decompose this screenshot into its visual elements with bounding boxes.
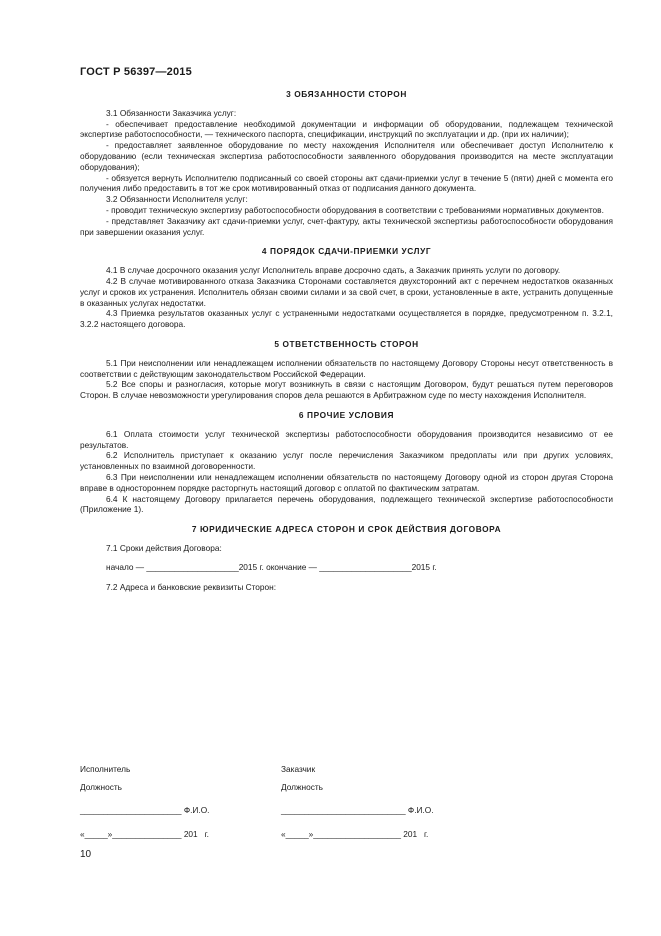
term-line: начало — ____________________2015 г. окончание — ____________________2015 г. (106, 561, 437, 572)
paragraph: 3.2 Обязанности Исполнителя услуг: (106, 194, 248, 205)
page-number: 10 (80, 849, 92, 860)
paragraph: 5.1 При неисполнении или ненадлежащем исполнении обязательств по настоящему Договору Стороны несут ответственность в соответствии с действующим законодательством Российской Федерации. (80, 357, 613, 379)
paragraph: - обязуется вернуть Исполнителю подписанный со своей стороны акт сдачи-приемки услуг в течение 5 (пяти) дней с момента его получения либо предоставить в тот же срок мотивированный отказ от подписания данного документа. (80, 172, 613, 194)
executor-date-line: «_____»_______________ 201 г. (80, 829, 209, 839)
paragraph: 7.2 Адреса и банковские реквизиты Сторон: (106, 582, 277, 593)
section-5-title: 5 ОТВЕТСТВЕННОСТЬ СТОРОН (274, 338, 419, 349)
paragraph: 5.2 Все споры и разногласия, которые могут возникнуть в связи с настоящим Договором, будут решаться путем переговоров Сторон. В случае невозможности урегулирования споров дела решаются в Арбитражном суде по месту нахождения Исполнителя. (80, 379, 613, 401)
executor-label: Исполнитель (80, 764, 131, 774)
paragraph: - предоставляет заявленное оборудование по месту нахождения Исполнителя или обеспечивает доступ Исполнителю к оборудованию (если техническая экспертиза работоспособности заявленного оборудования производится на месте эксплуатации оборудования); (80, 140, 613, 172)
customer-name-line: ___________________________ Ф.И.О. (281, 805, 434, 815)
paragraph: 6.4 К настоящему Договору прилагается перечень оборудования, подлежащего технической экспертизе работоспособности (Приложение 1). (80, 493, 613, 515)
document-body (80, 89, 613, 593)
executor-name-line: ______________________ Ф.И.О. (80, 805, 210, 815)
paragraph: - обеспечивает предоставление необходимой документации и информации об оборудовании, подлежащем технической экспертизе работоспособности, — технического паспорта, спецификации, инструкций по эксплуатации и др. (при их наличии); (80, 118, 613, 140)
customer-position-label: Должность (281, 782, 324, 792)
section-7-title: 7 ЮРИДИЧЕСКИЕ АДРЕСА СТОРОН И СРОК ДЕЙСТВИЯ ДОГОВОРА (191, 524, 502, 535)
paragraph: 7.1 Сроки действия Договора: (106, 542, 222, 553)
standard-header: ГОСТ Р 56397—2015 (80, 66, 192, 78)
paragraph: 3.1 Обязанности Заказчика услуг: (106, 107, 237, 118)
paragraph: 4.3 Приемка результатов оказанных услуг с устраненными недостатками осуществляется в порядке, предусмотренном п. 3.2.1, 3.2.2 настоящего договора. (80, 308, 613, 330)
executor-position-label: Должность (80, 782, 123, 792)
paragraph: 4.1 В случае досрочного оказания услуг Исполнитель вправе досрочно сдать, а Заказчик принять услуги по договору. (106, 265, 561, 276)
paragraph: 6.2 Исполнитель приступает к оказанию услуг после перечисления Заказчиком предоплаты или при других условиях, установленных по взаимной договоренности. (80, 450, 613, 472)
paragraph: 4.2 В случае мотивированного отказа Заказчика Сторонами составляется двухсторонний акт с перечнем недостатков оказанных услуг и сроков их устранения. Исполнитель обязан своими силами и за свой счет, в сроки, установленные в акте, устранить допущенные в оказанных услугах недостатки. (80, 275, 613, 308)
section-3-title: 3 ОБЯЗАННОСТИ СТОРОН (286, 89, 407, 99)
customer-label: Заказчик (281, 764, 316, 774)
customer-date-line: «_____»___________________ 201 г. (281, 829, 429, 839)
paragraph: - представляет Заказчику акт сдачи-приемки услуг, счет-фактуру, акты технической экспертизы работоспособности оборудования при завершении оказания услуг. (80, 215, 613, 237)
section-6-title: 6 ПРОЧИЕ УСЛОВИЯ (298, 409, 395, 420)
paragraph: 6.3 При неисполнении или ненадлежащем исполнении обязательств по настоящему Договору одной из сторон другая Сторона вправе в одностороннем порядке расторгнуть настоящий договор с оплатой по фактическим затратам. (80, 471, 613, 493)
paragraph: 6.1 Оплата стоимости услуг технической экспертизы работоспособности оборудования производится независимо от ее результатов. (80, 428, 613, 450)
paragraph: - проводит техническую экспертизу работоспособности оборудования в соответствии с требованиями нормативных документов. (106, 204, 604, 215)
section-4-title: 4 ПОРЯДОК СДАЧИ-ПРИЕМКИ УСЛУГ (261, 246, 432, 257)
